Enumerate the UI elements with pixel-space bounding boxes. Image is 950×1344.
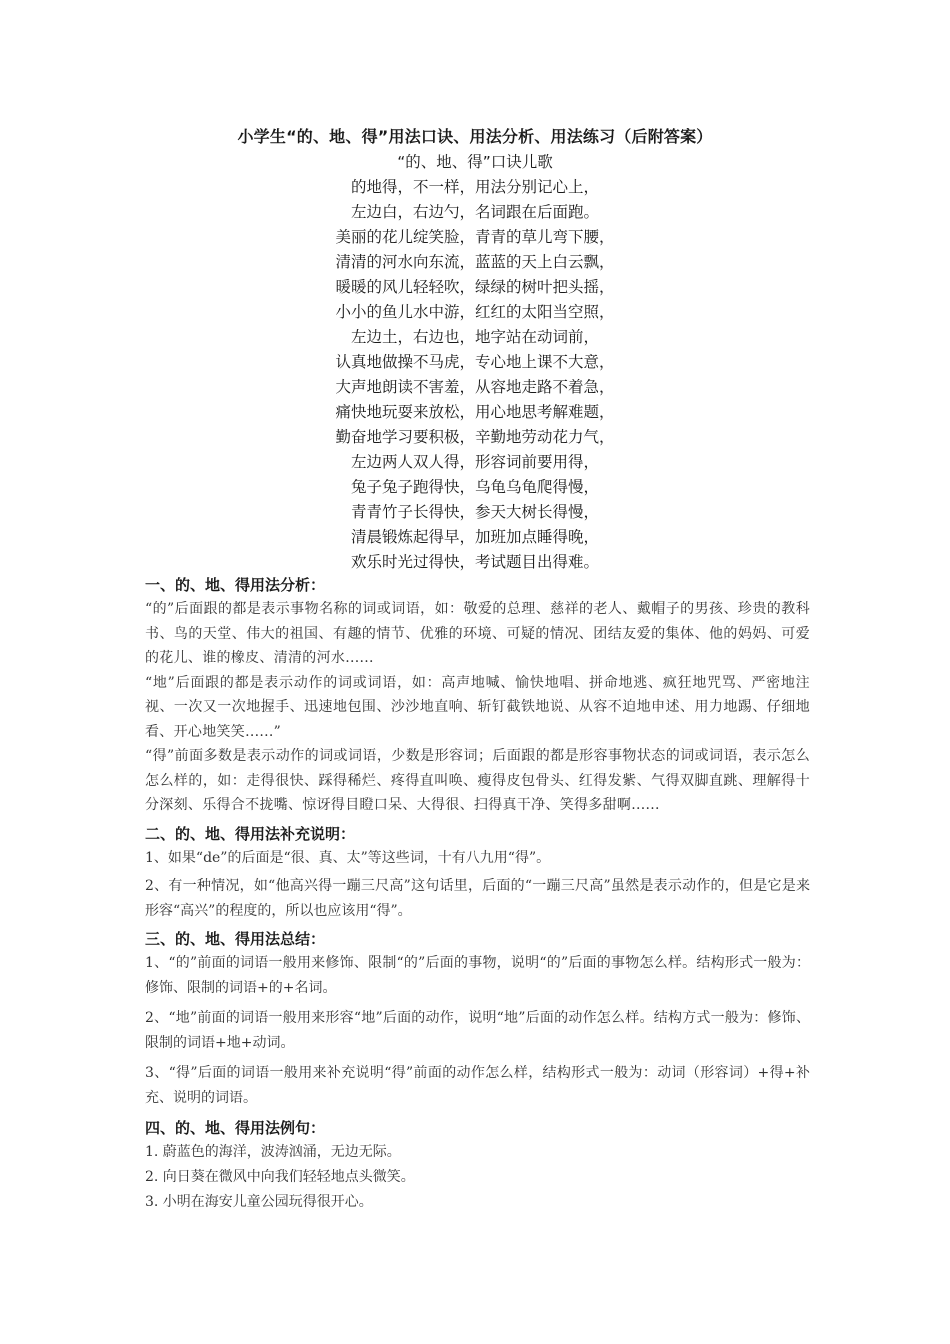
poem-line: 左边土，右边也，地字站在动词前，	[350, 328, 599, 346]
poem-line: 大声地朗读不害羞，从容地走路不着急，	[335, 378, 615, 396]
poem-line: 痛快地玩耍来放松，用心地思考解难题，	[335, 403, 615, 421]
paragraph: 3、“得”后面的词语一般用来补充说明“得”前面的动作怎么样，结构形式一般为：动词（形容词）+得+补充、说明的词语。	[145, 1065, 810, 1106]
example-item: 2. 向日葵在微风中向我们轻轻地点头微笑。	[145, 1169, 415, 1185]
poem-line: 清清的河水向东流，蓝蓝的天上白云飘，	[335, 253, 615, 271]
section-heading: 四、的、地、得用法例句：	[145, 1119, 326, 1137]
paragraph: 1、“的”前面的词语一般用来修饰、限制“的”后面的事物，说明“的”后面的事物怎么样。结构形式一般为：修饰、限制的词语+的+名词。	[145, 955, 810, 996]
paragraph: 2、“地”前面的词语一般用来形容“地”后面的动作，说明“地”后面的动作怎么样。结构方式一般为：修饰、限制的词语+地+动词。	[145, 1010, 810, 1051]
poem-line: 勤奋地学习要积极，辛勤地劳动花力气，	[335, 428, 615, 446]
example-item: 1. 蔚蓝色的海洋，波涛汹涌，无边无际。	[145, 1144, 401, 1160]
poem-line: 美丽的花儿绽笑脸，青青的草儿弯下腰，	[335, 228, 615, 246]
poem-line: 左边两人双人得，形容词前要用得，	[350, 453, 599, 471]
poem-line: 认真地做操不马虎，专心地上课不大意，	[335, 353, 615, 371]
poem-line: 欢乐时光过得快，考试题目出得难。	[350, 553, 599, 571]
document-body	[145, 573, 810, 1215]
poem-line: 左边白，右边勺，名词跟在后面跑。	[350, 203, 599, 221]
paragraph: “的”后面跟的都是表示事物名称的词或词语，如：敬爱的总理、慈祥的老人、戴帽子的男孩、珍贵的教科书、鸟的天堂、伟大的祖国、有趣的情节、优雅的环境、可疑的情况、团结友爱的集体、他的妈妈、可爱的花儿、谁的橡皮、清清的河水......	[145, 601, 810, 666]
document-title: 小学生“的、地、得”用法口诀、用法分析、用法练习（后附答案）	[237, 127, 713, 146]
poem-line: 清晨锻炼起得早，加班加点睡得晚，	[350, 528, 599, 546]
poem-line: 小小的鱼儿水中游，红红的太阳当空照，	[335, 303, 615, 321]
section-heading: 一、的、地、得用法分析：	[145, 576, 326, 594]
example-item: 3. 小明在海安儿童公园玩得很开心。	[145, 1194, 373, 1210]
poem-line: 青青竹子长得快，参天大树长得慢，	[350, 503, 599, 521]
poem-line: 的地得，不一样，用法分别记心上，	[350, 178, 599, 196]
poem-line: 兔子兔子跑得快，乌龟乌龟爬得慢，	[350, 478, 599, 496]
section-heading: 三、的、地、得用法总结：	[145, 930, 326, 948]
poem	[0, 150, 950, 575]
paragraph: 2、有一种情况，如“他高兴得一蹦三尺高”这句话里，后面的“一蹦三尺高”虽然是表示动作的，但是它是来形容“高兴”的程度的，所以也应该用“得”。	[145, 878, 810, 919]
poem-title: “的、地、得”口诀儿歌	[397, 153, 553, 171]
paragraph: “地”后面跟的都是表示动作的词或词语，如：高声地喊、愉快地唱、拼命地逃、疯狂地咒骂、严密地注视、一次又一次地握手、迅速地包围、沙沙地直响、斩钉截铁地说、从容不迫地申述、用力地踢、仔细地看、开心地笑笑......”	[145, 674, 810, 740]
poem-line: 暖暖的风儿轻轻吹，绿绿的树叶把头摇，	[335, 278, 615, 296]
paragraph: “得”前面多数是表示动作的词或词语，少数是形容词；后面跟的都是形容事物状态的词或词语，表示怎么怎么样的，如：走得很快、踩得稀烂、疼得直叫唤、瘦得皮包骨头、红得发紫、气得双脚直跳、理解得十分深刻、乐得合不拢嘴、惊讶得目瞪口呆、大得很、扫得真干净、笑得多甜啊......	[145, 748, 810, 813]
paragraph: 1、如果“de”的后面是“很、真、太”等这些词，十有八九用“得”。	[145, 849, 551, 866]
section-heading: 二、的、地、得用法补充说明：	[145, 824, 356, 843]
